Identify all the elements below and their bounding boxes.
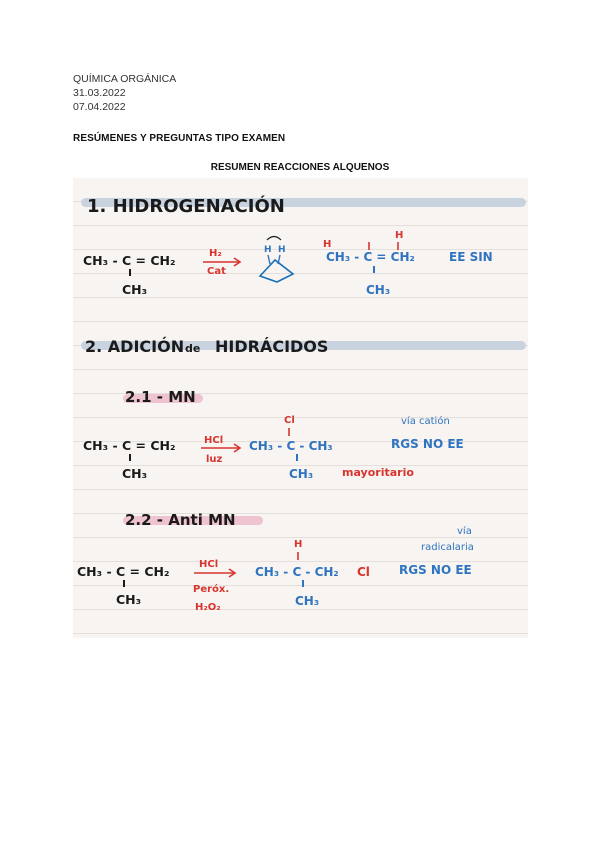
s21-note-top: vía catión [401, 416, 450, 427]
date-2: 07.04.2022 [73, 101, 126, 113]
s21-product: CH₃ - C - CH₃ [249, 439, 333, 453]
s21-product-note: mayoritario [342, 466, 414, 479]
s22-note-top-2: radicalaria [421, 542, 474, 553]
summary-title: RESUMEN REACCIONES ALQUENOS [210, 162, 390, 173]
document-subtitle: RESÚMENES Y PREGUNTAS TIPO EXAMEN [73, 133, 286, 144]
s1-reactant-branch: CH₃ [122, 282, 148, 297]
s1-product-branch: CH₃ [366, 283, 391, 297]
catalyst-surface-icon [260, 260, 293, 282]
s21-reactant: CH₃ - C = CH₂ [83, 438, 176, 453]
s22-reagent-top: HCl [199, 559, 219, 570]
s1-reagent-top: H₂ [209, 248, 222, 259]
s1-product-h-left: H [323, 239, 332, 250]
notes-canvas [73, 178, 528, 638]
catalyst-curve [267, 237, 281, 241]
s22-product: CH₃ - C - CH₂ [255, 565, 339, 579]
section-2-title-end: HIDRÁCIDOS [215, 337, 329, 356]
s22-reagent-bottom: Peróx. [193, 584, 230, 595]
catalyst-h-left: H [264, 245, 272, 255]
section-1-title: 1. HIDROGENACIÓN [87, 196, 285, 217]
s21-product-cl: Cl [284, 415, 295, 426]
s22-reactant-branch: CH₃ [116, 592, 142, 607]
course-name: QUÍMICA ORGÁNICA [73, 73, 177, 85]
section-22-title: 2.2 - Anti MN [125, 511, 236, 529]
s22-product-h: H [294, 539, 303, 550]
section-2-connector: de [185, 342, 201, 355]
s22-reactant: CH₃ - C = CH₂ [77, 564, 170, 579]
s22-note-top-1: vía [457, 526, 472, 537]
document-header [73, 72, 176, 114]
s21-reagent-bottom: luz [206, 454, 223, 465]
date-1: 31.03.2022 [73, 87, 126, 99]
s22-product-branch: CH₃ [295, 594, 320, 608]
s1-note: EE SIN [449, 250, 493, 264]
section-2-title: 2. ADICIÓN [85, 337, 185, 356]
s1-reactant: CH₃ - C = CH₂ [83, 253, 176, 268]
s1-reagent-bottom: Cat [207, 266, 226, 277]
s22-reagent-bottom-2: H₂O₂ [195, 602, 221, 613]
s1-product: CH₃ - C = CH₂ [326, 250, 415, 264]
s21-reagent-top: HCl [204, 435, 224, 446]
s21-product-branch: CH₃ [289, 467, 314, 481]
s1-product-h-right: H [395, 230, 404, 241]
s21-reactant-branch: CH₃ [122, 466, 148, 481]
handwritten-notes [73, 178, 528, 638]
catalyst-h-right: H [278, 245, 286, 255]
s22-product-cl: Cl [357, 565, 370, 579]
s22-note: RGS NO EE [399, 563, 472, 577]
s21-note: RGS NO EE [391, 437, 464, 451]
section-21-title: 2.1 - MN [125, 388, 196, 406]
